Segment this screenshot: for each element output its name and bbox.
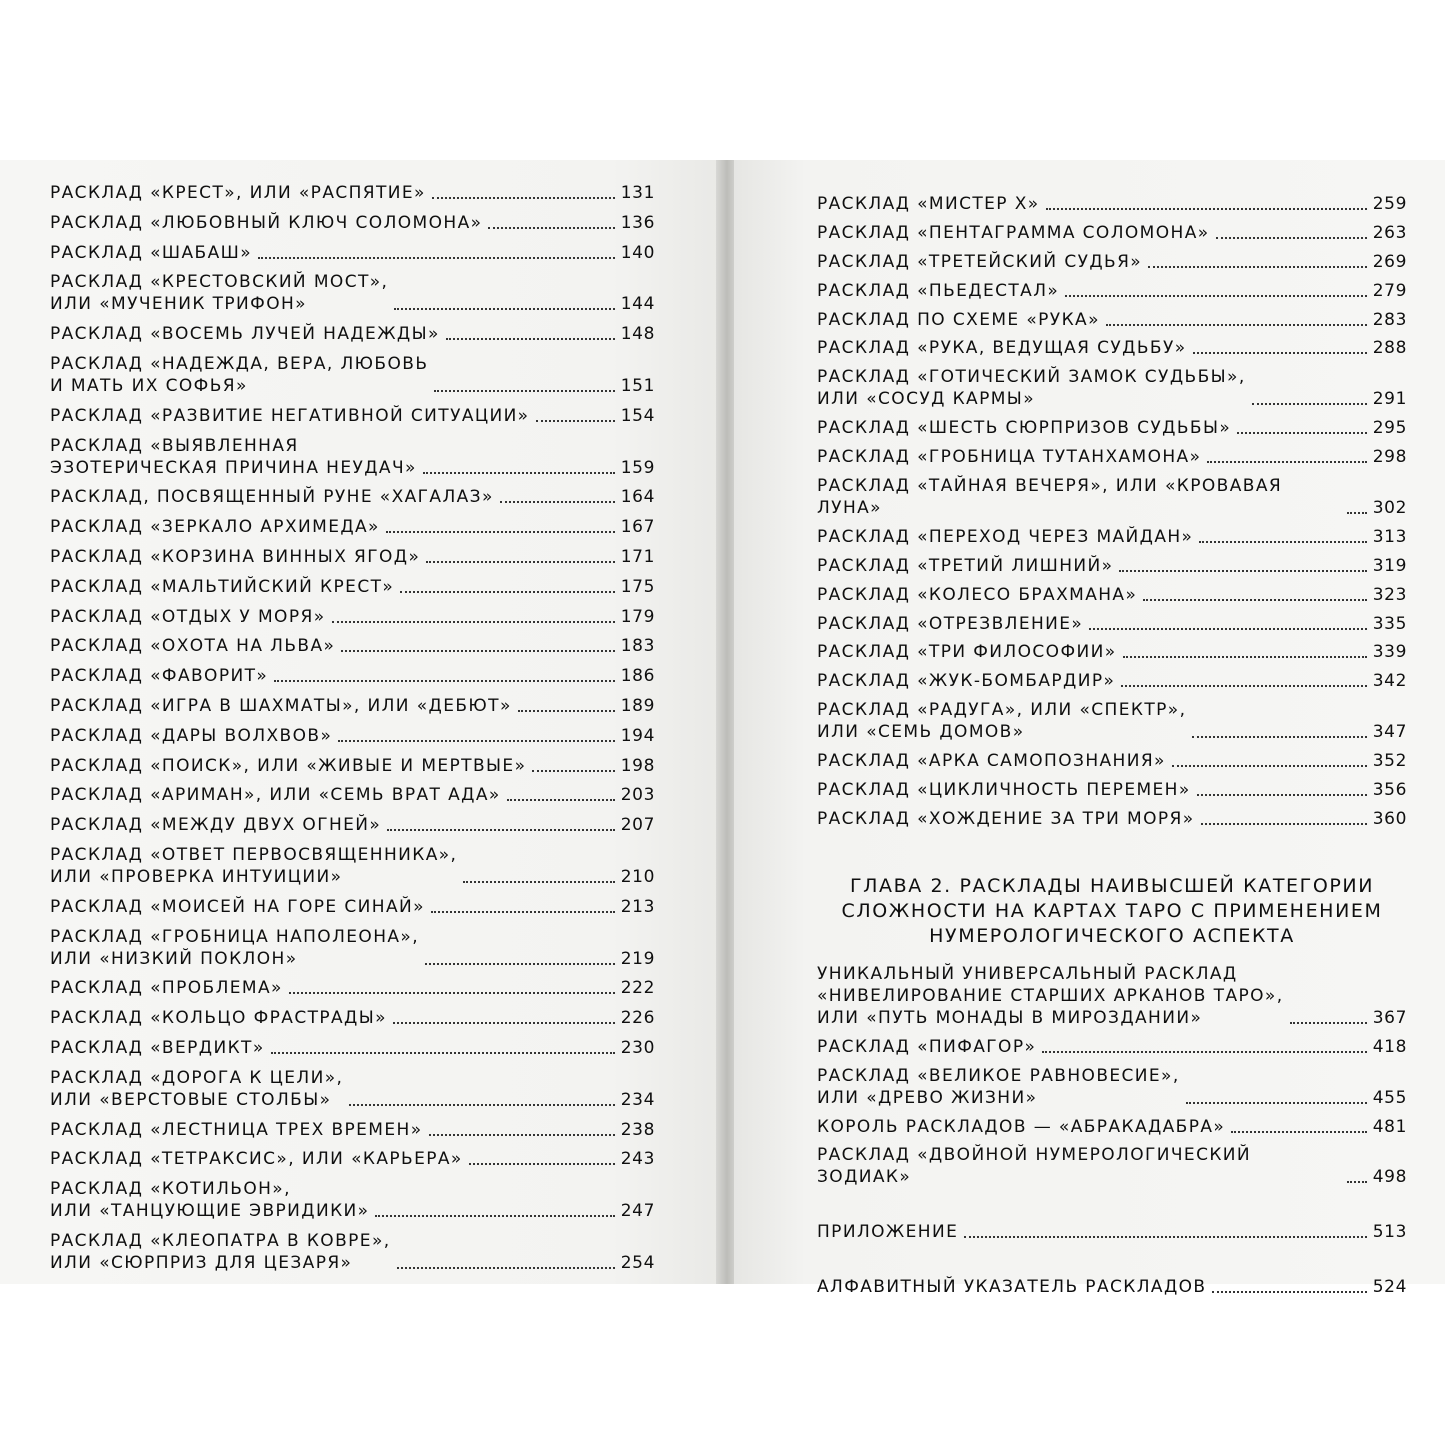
dot-leader: [1193, 352, 1367, 354]
toc-page-number: 238: [620, 1119, 655, 1140]
toc-entry[interactable]: [817, 779, 1407, 801]
dot-leader: [1106, 324, 1367, 326]
toc-entry-title: РАСКЛАД «ХОЖДЕНИЕ ЗА ТРИ МОРЯ»: [817, 808, 1195, 829]
toc-entry-title: РАСКЛАД «ШЕСТЬ СЮРПРИЗОВ СУДЬБЫ»: [817, 418, 1232, 439]
dot-leader: [426, 561, 614, 563]
toc-page-number: 455: [1372, 1087, 1407, 1108]
toc-page-number: 179: [620, 606, 655, 627]
toc-entry[interactable]: [50, 212, 655, 234]
toc-entry-title: РАСКЛАД, ПОСВЯЩЕННЫЙ РУНЕ «ХАГАЛАЗ»: [50, 487, 494, 508]
dot-leader: [397, 1267, 615, 1269]
appendix-slot: [817, 1221, 1407, 1243]
toc-entry-title: РАСКЛАД «НАДЕЖДА, ВЕРА, ЛЮБОВЬ И МАТЬ ИХ СОФЬЯ»: [50, 353, 429, 396]
toc-page-number: 226: [620, 1008, 655, 1029]
toc-entry[interactable]: [50, 405, 655, 427]
toc-page-number: 259: [1372, 194, 1407, 214]
dot-leader: [1199, 541, 1366, 543]
toc-entry[interactable]: [817, 309, 1407, 331]
toc-page-number: 171: [620, 546, 655, 567]
toc-page-number: 352: [1372, 751, 1407, 772]
dot-leader: [1347, 512, 1367, 514]
dot-leader: [393, 1022, 615, 1024]
toc-page-number: 194: [620, 725, 655, 746]
dot-leader: [1143, 599, 1367, 601]
toc-entry[interactable]: [817, 251, 1407, 273]
dot-leader: [1237, 432, 1367, 434]
toc-entry-title: РАСКЛАД «ПЬЕДЕСТАЛ»: [817, 280, 1060, 301]
toc-page-number: 263: [1372, 222, 1407, 243]
right-page: [734, 160, 1445, 1298]
toc-page-number: 279: [1372, 280, 1407, 301]
toc-entry[interactable]: [50, 271, 655, 315]
dot-leader: [1207, 461, 1366, 463]
toc-page-number: 498: [1372, 1167, 1407, 1188]
toc-entry[interactable]: [817, 1144, 1407, 1188]
dot-leader: [1121, 685, 1366, 687]
toc-entry[interactable]: [50, 1007, 655, 1029]
toc-entry[interactable]: [817, 193, 1407, 215]
dot-leader: [507, 799, 615, 801]
toc-entry-title: РАСКЛАД «ЦИКЛИЧНОСТЬ ПЕРЕМЕН»: [817, 780, 1191, 801]
toc-entry-title: РАСКЛАД «ЖУК-БОМБАРДИР»: [817, 671, 1116, 692]
dot-leader: [423, 472, 615, 474]
dot-leader: [432, 197, 615, 199]
toc-entry-title: РАСКЛАД «ОТРЕЗВЛЕНИЕ»: [817, 613, 1084, 634]
toc-page-number: 243: [620, 1149, 655, 1170]
toc-entry[interactable]: [50, 1067, 655, 1111]
toc-page-number: 247: [620, 1201, 655, 1222]
toc-entry-title: УНИКАЛЬНЫЙ УНИВЕРСАЛЬНЫЙ РАСКЛАД «НИВЕЛИРОВАНИЕ СТАРШИХ АРКАНОВ ТАРО», ИЛИ «ПУТЬ МОНАДЫ В МИРОЗДАНИИ»: [817, 963, 1284, 1028]
toc-entry[interactable]: [50, 576, 655, 598]
toc-page-number: 418: [1372, 1036, 1407, 1057]
toc-entry[interactable]: [817, 446, 1407, 468]
toc-entry-title: РАСКЛАД «МАЛЬТИЙСКИЙ КРЕСТ»: [50, 576, 395, 597]
toc-entry-title: РАСКЛАД «АРКА САМОПОЗНАНИЯ»: [817, 751, 1166, 772]
toc-entry-title: РАСКЛАД «ГРОБНИЦА НАПОЛЕОНА», ИЛИ «НИЗКИЙ ПОКЛОН»: [50, 926, 420, 969]
dot-leader: [532, 770, 614, 772]
toc-entry-title: РАСКЛАД «РАДУГА», ИЛИ «СПЕКТР», ИЛИ «СЕМЬ ДОМОВ»: [817, 700, 1187, 743]
toc-page-number: 313: [1372, 526, 1407, 547]
toc-entry[interactable]: [50, 486, 655, 508]
toc-entry[interactable]: [50, 606, 655, 628]
left-toc-column: [50, 182, 655, 1282]
toc-page-number: 148: [620, 324, 655, 345]
toc-entry[interactable]: [50, 725, 655, 747]
toc-entry-title: РАСКЛАД «ОТДЫХ У МОРЯ»: [50, 606, 326, 627]
toc-page-number: 164: [620, 487, 655, 508]
toc-entry[interactable]: [50, 1037, 655, 1059]
toc-entry-title: РАСКЛАД «ЛЕСТНИЦА ТРЕХ ВРЕМЕН»: [50, 1119, 423, 1140]
toc-entry-title: РАСКЛАД «ИГРА В ШАХМАТЫ», ИЛИ «ДЕБЮТ»: [50, 695, 512, 716]
toc-entry-title: РАСКЛАД «ДВОЙНОЙ НУМЕРОЛОГИЧЕСКИЙ ЗОДИАК»: [817, 1145, 1252, 1188]
toc-page-number: 198: [620, 755, 655, 776]
dot-leader: [1231, 1131, 1367, 1133]
toc-page-number: 210: [620, 866, 655, 887]
dot-leader: [1172, 765, 1367, 767]
toc-entry[interactable]: [50, 896, 655, 918]
toc-page-number: 222: [620, 978, 655, 999]
toc-page-number: 167: [620, 517, 655, 538]
toc-entry[interactable]: [50, 926, 655, 970]
toc-entry-title: РАСКЛАД «КОЛЕСО БРАХМАНА»: [817, 584, 1138, 605]
toc-entry-title: РАСКЛАД «ТАЙНАЯ ВЕЧЕРЯ», ИЛИ «КРОВАВАЯ ЛУНА»: [817, 476, 1283, 519]
toc-page-number: 207: [620, 815, 655, 836]
dot-leader: [425, 963, 615, 965]
toc-page-number: 339: [1372, 642, 1407, 663]
toc-page-number: 144: [620, 294, 655, 315]
toc-entry[interactable]: [817, 475, 1407, 519]
dot-leader: [469, 1163, 615, 1165]
toc-entry-title: РАСКЛАД «КЛЕОПАТРА В КОВРЕ», ИЛИ «СЮРПРИЗ ДЛЯ ЦЕЗАРЯ»: [50, 1230, 391, 1273]
toc-entry[interactable]: [50, 353, 655, 397]
dot-leader: [1089, 628, 1367, 630]
dot-leader: [1197, 794, 1367, 796]
dot-leader: [964, 1236, 1367, 1238]
toc-entry-title: РАСКЛАД «ОТВЕТ ПЕРВОСВЯЩЕННИКА», ИЛИ «ПРОВЕРКА ИНТУИЦИИ»: [50, 844, 458, 887]
toc-entry[interactable]: [817, 808, 1407, 830]
toc-entry-title: РАСКЛАД «АРИМАН», ИЛИ «СЕМЬ ВРАТ АДА»: [50, 785, 501, 806]
toc-entry-title: РАСКЛАД «КОРЗИНА ВИННЫХ ЯГОД»: [50, 546, 421, 567]
dot-leader: [429, 1134, 615, 1136]
dot-leader: [1252, 403, 1367, 405]
dot-leader: [274, 680, 615, 682]
toc-page-number: 203: [620, 785, 655, 806]
toc-entry-title: РАСКЛАД «ВЕРДИКТ»: [50, 1037, 265, 1058]
toc-page-number: 230: [620, 1037, 655, 1058]
dot-leader: [1192, 736, 1366, 738]
index-slot: [817, 1276, 1407, 1298]
toc-entry-title: РАСКЛАД «КРЕСТОВСКИЙ МОСТ», ИЛИ «МУЧЕНИК ТРИФОН»: [50, 272, 389, 315]
toc-entry-title: РАСКЛАД «ТРИ ФИЛОСОФИИ»: [817, 642, 1117, 663]
toc-entry[interactable]: [817, 555, 1407, 577]
toc-entry[interactable]: [50, 546, 655, 568]
dot-leader: [518, 710, 615, 712]
dot-leader: [375, 1215, 614, 1217]
toc-entry-title: РАСКЛАД «ДАРЫ ВОЛХВОВ»: [50, 725, 333, 746]
toc-entry[interactable]: [50, 755, 655, 777]
toc-entry-title: РАСКЛАД «ДОРОГА К ЦЕЛИ», ИЛИ «ВЕРСТОВЫЕ СТОЛБЫ»: [50, 1067, 344, 1110]
toc-page-number: 131: [620, 183, 655, 203]
dot-leader: [536, 420, 615, 422]
toc-entry[interactable]: [50, 323, 655, 345]
toc-page-number: 360: [1372, 808, 1407, 829]
toc-entry[interactable]: [50, 182, 655, 204]
toc-entry[interactable]: [817, 750, 1407, 772]
dot-leader: [394, 308, 614, 310]
dot-leader: [400, 591, 615, 593]
toc-entry[interactable]: [817, 417, 1407, 439]
dot-leader: [431, 911, 615, 913]
dot-leader: [1216, 237, 1367, 239]
toc-entry[interactable]: [50, 1178, 655, 1222]
toc-page-number: 524: [1372, 1277, 1407, 1298]
toc-entry-title: РАСКЛАД «ВОСЕМЬ ЛУЧЕЙ НАДЕЖДЫ»: [50, 324, 440, 345]
toc-entry[interactable]: [50, 242, 655, 264]
toc-entry[interactable]: [817, 526, 1407, 548]
toc-page-number: 154: [620, 405, 655, 426]
toc-entry[interactable]: [50, 635, 655, 657]
toc-page-number: 269: [1372, 251, 1407, 272]
dot-leader: [463, 881, 614, 883]
toc-entry[interactable]: [817, 222, 1407, 244]
right-entries: [817, 193, 1407, 830]
toc-page-number: 213: [620, 896, 655, 917]
dot-leader: [258, 257, 615, 259]
book-spread: [0, 160, 1445, 1298]
toc-page-number: 175: [620, 576, 655, 597]
dot-leader: [1148, 266, 1367, 268]
toc-entry-title: РАСКЛАД ПО СХЕМЕ «РУКА»: [817, 309, 1100, 330]
toc-entry[interactable]: [50, 844, 655, 888]
toc-entry-title: РАСКЛАД «КОТИЛЬОН», ИЛИ «ТАНЦУЮЩИЕ ЭВРИДИКИ»: [50, 1179, 370, 1222]
toc-entry[interactable]: [50, 695, 655, 717]
toc-page-number: 159: [620, 457, 655, 478]
dot-leader: [338, 740, 614, 742]
toc-page-number: 189: [620, 695, 655, 716]
dot-leader: [1201, 823, 1367, 825]
toc-entry[interactable]: [817, 584, 1407, 606]
toc-entry[interactable]: [817, 366, 1407, 410]
toc-entry-title: КОРОЛЬ РАСКЛАДОВ — «АБРАКАДАБРА»: [817, 1116, 1226, 1137]
toc-entry-title: РАСКЛАД «ГРОБНИЦА ТУТАНХАМОНА»: [817, 447, 1202, 468]
dot-leader: [1042, 1051, 1366, 1053]
toc-entry-title: РАСКЛАД «КРЕСТ», ИЛИ «РАСПЯТИЕ»: [50, 183, 426, 203]
toc-entry-title: РАСКЛАД «ВЫЯВЛЕННАЯ ЭЗОТЕРИЧЕСКАЯ ПРИЧИНА НЕУДАЧ»: [50, 435, 417, 478]
toc-entry-title: РАСКЛАД «МЕЖДУ ДВУХ ОГНЕЙ»: [50, 815, 382, 836]
toc-page-number: 151: [620, 375, 655, 396]
toc-entry-title: РАСКЛАД «МИСТЕР Х»: [817, 194, 1040, 214]
toc-page-number: 319: [1372, 555, 1407, 576]
toc-page-number: 356: [1372, 780, 1407, 801]
toc-entry-title: РАСКЛАД «ТРЕТИЙ ЛИШНИЙ»: [817, 555, 1114, 576]
toc-entry-title: РАСКЛАД «ПЕНТАГРАММА СОЛОМОНА»: [817, 222, 1210, 243]
dot-leader: [1212, 1291, 1366, 1293]
toc-entry-title: РАСКЛАД «ПОИСК», ИЛИ «ЖИВЫЕ И МЕРТВЫЕ»: [50, 755, 527, 776]
dot-leader: [446, 338, 615, 340]
dot-leader: [1347, 1181, 1367, 1183]
toc-entry[interactable]: [50, 1119, 655, 1141]
toc-entry[interactable]: [50, 1148, 655, 1170]
toc-entry[interactable]: [50, 435, 655, 479]
dot-leader: [488, 227, 614, 229]
toc-page-number: 481: [1372, 1116, 1407, 1137]
dot-leader: [386, 531, 615, 533]
chapter-title: ГЛАВА 2. РАСКЛАДЫ НАИВЫСШЕЙ КАТЕГОРИИ СЛОЖНОСТИ НА КАРТАХ ТАРО С ПРИМЕНЕНИЕМ НУМЕРОЛОГИЧЕСКОГО АСПЕКТА: [841, 874, 1383, 947]
toc-page-number: 298: [1372, 447, 1407, 468]
toc-entry[interactable]: [817, 699, 1407, 743]
toc-entry-title: РАСКЛАД «ПИФАГОР»: [817, 1036, 1037, 1057]
toc-entry[interactable]: [50, 1230, 655, 1274]
toc-entry-title: РАСКЛАД «ОХОТА НА ЛЬВА»: [50, 636, 336, 657]
toc-page-number: 234: [620, 1089, 655, 1110]
dot-leader: [500, 501, 615, 503]
toc-page-number: 295: [1372, 418, 1407, 439]
toc-page-number: 291: [1372, 389, 1407, 410]
dot-leader: [332, 621, 615, 623]
dot-leader: [1186, 1102, 1367, 1104]
dot-leader: [1046, 208, 1367, 210]
toc-page-number: 136: [620, 212, 655, 233]
toc-entry-title: ПРИЛОЖЕНИЕ: [817, 1222, 959, 1243]
dot-leader: [289, 992, 615, 994]
dot-leader: [271, 1052, 615, 1054]
toc-entry[interactable]: [50, 977, 655, 999]
toc-page-number: 342: [1372, 671, 1407, 692]
dot-leader: [434, 390, 614, 392]
toc-entry[interactable]: [817, 613, 1407, 635]
toc-entry-title: РАСКЛАД «РУКА, ВЕДУЩАЯ СУДЬБУ»: [817, 338, 1187, 359]
dot-leader: [387, 829, 615, 831]
toc-entry-title: РАСКЛАД «МОИСЕЙ НА ГОРЕ СИНАЙ»: [50, 896, 425, 917]
toc-page-number: 283: [1372, 309, 1407, 330]
toc-entry[interactable]: [817, 337, 1407, 359]
toc-entry[interactable]: [50, 516, 655, 538]
toc-entry[interactable]: [50, 784, 655, 806]
toc-entry[interactable]: [817, 670, 1407, 692]
dot-leader: [341, 650, 614, 652]
dot-leader: [1119, 570, 1366, 572]
toc-page-number: 302: [1372, 498, 1407, 519]
toc-entry[interactable]: [50, 665, 655, 687]
toc-entry-title: РАСКЛАД «ЛЮБОВНЫЙ КЛЮЧ СОЛОМОНА»: [50, 212, 483, 233]
toc-entry[interactable]: [817, 1116, 1407, 1138]
toc-entry[interactable]: [817, 280, 1407, 302]
right-toc-column: [817, 193, 1407, 1305]
toc-entry-title: РАСКЛАД «ПЕРЕХОД ЧЕРЕЗ МАЙДАН»: [817, 526, 1194, 547]
toc-entry-title: РАСКЛАД «ПРОБЛЕМА»: [50, 978, 283, 999]
toc-entry-appendix[interactable]: [817, 1221, 1407, 1243]
toc-entry[interactable]: [50, 814, 655, 836]
toc-entry-title: РАСКЛАД «ВЕЛИКОЕ РАВНОВЕСИЕ», ИЛИ «ДРЕВО ЖИЗНИ»: [817, 1065, 1180, 1108]
toc-entry-title: РАСКЛАД «ТРЕТЕЙСКИЙ СУДЬЯ»: [817, 251, 1143, 272]
chapter-entries: [817, 963, 1407, 1189]
toc-entry-title: РАСКЛАД «ШАБАШ»: [50, 242, 252, 263]
toc-page-number: 367: [1372, 1007, 1407, 1028]
dot-leader: [1065, 295, 1367, 297]
toc-entry-title: РАСКЛАД «РАЗВИТИЕ НЕГАТИВНОЙ СИТУАЦИИ»: [50, 405, 530, 426]
toc-page-number: 347: [1372, 722, 1407, 743]
toc-entry-title: РАСКЛАД «ЗЕРКАЛО АРХИМЕДА»: [50, 517, 380, 538]
toc-page-number: 254: [620, 1252, 655, 1273]
toc-page-number: 335: [1372, 613, 1407, 634]
dot-leader: [1123, 656, 1367, 658]
toc-entry-title: РАСКЛАД «ФАВОРИТ»: [50, 666, 269, 687]
toc-entry[interactable]: [817, 963, 1407, 1029]
toc-entry[interactable]: [817, 1036, 1407, 1058]
toc-entry-title: РАСКЛАД «ТЕТРАКСИС», ИЛИ «КАРЬЕРА»: [50, 1149, 463, 1170]
toc-entry-title: РАСКЛАД «КОЛЬЦО ФРАСТРАДЫ»: [50, 1008, 387, 1029]
dot-leader: [349, 1104, 614, 1106]
left-page: [0, 160, 720, 1284]
toc-page-number: 186: [620, 666, 655, 687]
toc-entry[interactable]: [817, 1065, 1407, 1109]
toc-page-number: 183: [620, 636, 655, 657]
toc-page-number: 513: [1372, 1222, 1407, 1243]
toc-entry[interactable]: [817, 641, 1407, 663]
toc-page-number: 140: [620, 242, 655, 263]
toc-page-number: 288: [1372, 338, 1407, 359]
toc-entry-index[interactable]: [817, 1276, 1407, 1298]
dot-leader: [1290, 1022, 1367, 1024]
toc-entry-title: РАСКЛАД «ГОТИЧЕСКИЙ ЗАМОК СУДЬБЫ», ИЛИ «СОСУД КАРМЫ»: [817, 367, 1246, 410]
toc-entry-title: АЛФАВИТНЫЙ УКАЗАТЕЛЬ РАСКЛАДОВ: [817, 1277, 1207, 1298]
toc-page-number: 323: [1372, 584, 1407, 605]
toc-page-number: 219: [620, 948, 655, 969]
